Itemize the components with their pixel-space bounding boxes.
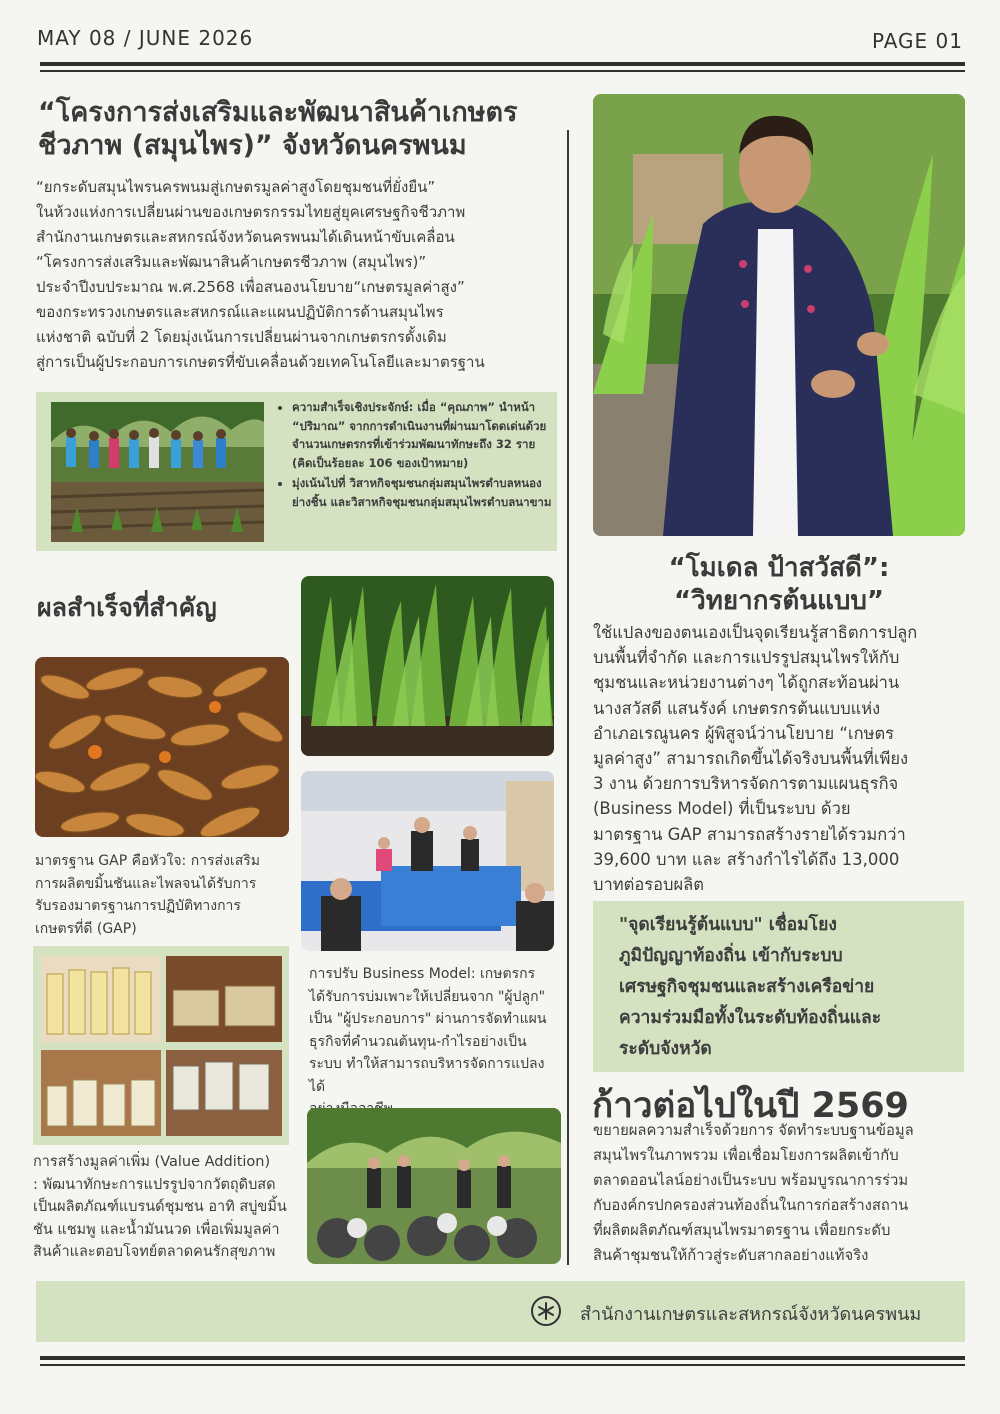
model-line: นางสวัสดี แสนรังค์ เกษตรกรต้นแบบแห่ง <box>593 698 881 718</box>
quote-text <box>619 910 959 1065</box>
model-line: ใช้แปลงของตนเองเป็นจุดเรียนรู้สาธิตการปลูก <box>593 623 918 642</box>
model-line: มาตรฐาน GAP สามารถสร้างรายได้รวมกว่า <box>593 824 906 844</box>
caption-line: ได้รับการบ่มเพาะให้เปลี่ยนจาก "ผู้ปลูก" <box>309 988 546 1005</box>
caption-line: : พัฒนาทักษะการแปรรูปจากวัตถุดิบสด <box>33 1176 276 1193</box>
asterisk-circle-icon <box>530 1295 562 1327</box>
intro-line: แห่งชาติ ฉบับที่ 2 โดยมุ่งเน้นการเปลี่ยนผ่านจากเกษตรกรดั้งเดิม <box>36 328 447 346</box>
caption-line: เป็นผลิตภัณฑ์แบรนด์ชุมชน อาทิ สบู่ขมิ้น <box>33 1199 287 1215</box>
caption-line: มาตรฐาน GAP คือหัวใจ: การส่งเสริม <box>35 853 261 869</box>
model-heading-line-1: “โมเดล ป้าสวัสดี”: <box>668 553 890 583</box>
caption-line: การสร้างมูลค่าเพิ่ม (Value Addition) <box>33 1154 271 1170</box>
products-photo <box>33 946 289 1145</box>
future-line: กับองค์กรปกครองส่วนท้องถิ่นในการก่อสร้างสถาน <box>593 1197 909 1214</box>
article-title <box>38 96 563 162</box>
future-line: สมุนไพรในภาพรวม เพื่อเชื่อมโยงการผลิตเข้ากับ <box>593 1147 899 1164</box>
model-heading <box>593 552 965 618</box>
intro-line: ประจำปีงบประมาณ พ.ศ.2568 เพื่อสนองนโยบาย“เกษตรมูลค่าสูง” <box>36 278 465 296</box>
future-line: ตลาดออนไลน์อย่างเป็นระบบ พร้อมบูรณาการร่วม <box>593 1172 909 1189</box>
gap-caption <box>35 850 295 940</box>
model-line: บนพื้นที่จำกัด และการแปรรูปสมุนไพรให้กับ <box>593 648 900 668</box>
value-caption <box>33 1151 303 1264</box>
future-line: ขยายผลความสำเร็จด้วยการ จัดทำระบบฐานข้อมูล <box>593 1122 914 1139</box>
page-number: PAGE 01 <box>871 29 963 53</box>
top-rule-thin <box>40 70 965 72</box>
highlights-box <box>36 392 557 551</box>
caption-line: การปรับ Business Model: เกษตรกร <box>309 966 536 982</box>
future-line: สินค้าชุมชนให้ก้าวสู่ระดับสากลอย่างแท้จริง <box>593 1247 869 1264</box>
turmeric-photo <box>35 657 289 837</box>
model-body <box>593 620 965 897</box>
farm-group-photo <box>51 402 264 542</box>
business-caption <box>309 963 559 1121</box>
article-title-line-1: “โครงการส่งเสริมและพัฒนาสินค้าเกษตร <box>38 97 518 128</box>
issue-date: MAY 08 / JUNE 2026 <box>37 26 254 50</box>
intro-line: สำนักงานเกษตรและสหกรณ์จังหวัดนครพนมได้เดินหน้าขับเคลื่อน <box>36 228 455 246</box>
highlight-item: • ความสำเร็จเชิงประจักษ์: เมื่อ “คุณภาพ” นำหน้า “ปริมาณ” จากการดำเนินงานที่ผ่านมาโดดเด่นด้วยจำนวนเกษตรกรที่เข้าร่วมพัฒนาทักษะถึง 32 ราย (คิดเป็นร้อยละ 106 ของเป้าหมาย) <box>292 398 554 472</box>
top-rule <box>40 62 965 66</box>
intro-line: “ยกระดับสมุนไพรนครพนมสู่เกษตรมูลค่าสูงโดยชุมชนที่ยั่งยืน” <box>36 178 436 196</box>
quote-line: ความร่วมมือทั้งในระดับท้องถิ่นและ <box>619 1008 882 1028</box>
quote-line: ระดับจังหวัด <box>619 1039 712 1059</box>
model-line: (Business Model) ที่เป็นระบบ ด้วย <box>593 799 851 819</box>
caption-line: การผลิตขมิ้นชันและไพลจนได้รับการ <box>35 875 257 892</box>
caption-line: เป็น "ผู้ประกอบการ" ผ่านการจัดทำแผน <box>309 1011 547 1027</box>
model-heading-line-2: “วิทยากรต้นแบบ” <box>674 586 884 616</box>
meeting-photo <box>301 771 554 951</box>
intro-line: สู่การเป็นผู้ประกอบการเกษตรที่ขับเคลื่อนด้วยเทคโนโลยีและมาตรฐาน <box>36 353 485 371</box>
footer-organization: สำนักงานเกษตรและสหกรณ์จังหวัดนครพนม <box>580 1304 922 1325</box>
caption-line: เกษตรที่ดี (GAP) <box>35 920 137 937</box>
caption-line: สินค้าและตอบโจทย์ตลาดคนรักสุขภาพ <box>33 1244 276 1260</box>
caption-line: ระบบ ทำให้สามารถบริหารจัดการแปลงได้ <box>309 1056 545 1095</box>
caption-line: รับรองมาตรฐานการปฏิบัติทางการ <box>35 898 241 914</box>
farmer-portrait-photo <box>593 94 965 536</box>
achievements-heading: ผลสำเร็จที่สำคัญ <box>37 593 217 622</box>
bottom-rule-thin <box>40 1364 965 1366</box>
model-line: บาทต่อรอบผลิต <box>593 875 704 895</box>
intro-line: ในห้วงแห่งการเปลี่ยนผ่านของเกษตรกรรมไทยสู่ยุคเศรษฐกิจชีวภาพ <box>36 203 466 221</box>
future-body <box>593 1118 965 1268</box>
column-divider <box>567 130 569 1265</box>
bottom-rule <box>40 1356 965 1360</box>
quote-line: "จุดเรียนรู้ต้นแบบ" เชื่อมโยง <box>619 915 837 935</box>
model-line: ชุมชนและหน่วยงานต่างๆ ได้ถูกสะท้อนผ่าน <box>593 673 900 693</box>
model-line: 3 งาน ด้วยการบริหารจัดการตามแผนธุรกิจ <box>593 774 899 794</box>
model-line: อำเภอเรณูนคร ผู้พิสูจน์ว่านโยบาย “เกษตร <box>593 723 895 743</box>
model-line: 39,600 บาท และ สร้างกำไรได้ถึง 13,000 <box>593 849 900 869</box>
article-intro <box>36 175 566 375</box>
highlights-list <box>278 398 554 513</box>
future-heading: ก้าวต่อไปในปี 2569 <box>592 1086 909 1126</box>
future-line: ที่ผลิตผลิตภัณฑ์สมุนไพรมาตรฐาน เพื่อยกระดับ <box>593 1222 891 1239</box>
quote-line: ภูมิปัญญาท้องถิ่น เข้ากับระบบ <box>619 946 843 966</box>
footer-bar <box>36 1281 965 1342</box>
highlight-item: • มุ่งเน้นไปที่ วิสาหกิจชุมชนกลุ่มสมุนไพรตำบลหนองย่างชิ้น และวิสาหกิจชุมชนกลุ่มสมุนไพรตำบลนาขาม <box>292 474 554 511</box>
herb-plants-photo <box>301 576 554 756</box>
caption-line: ธุรกิจที่คำนวณต้นทุน-กำไรอย่างเป็น <box>309 1033 527 1050</box>
products-collage <box>33 946 289 1145</box>
intro-line: “โครงการส่งเสริมและพัฒนาสินค้าเกษตรชีวภาพ (สมุนไพร)” <box>36 253 427 271</box>
learning-center-quote-box <box>593 901 964 1072</box>
article-title-line-2: ชีวภาพ (สมุนไพร)” จังหวัดนครพนม <box>38 130 467 161</box>
intro-line: ของกระทรวงเกษตรและสหกรณ์และแผนปฏิบัติการด้านสมุนไพร <box>36 303 444 321</box>
caption-line: ชัน แชมพู และน้ำมันนวด เพื่อเพิ่มมูลค่า <box>33 1221 280 1238</box>
quote-line: เศรษฐกิจชุมชนและสร้างเครือข่าย <box>619 977 875 997</box>
outdoor-gathering-photo <box>307 1108 561 1264</box>
model-line: มูลค่าสูง” สามารถเกิดขึ้นได้จริงบนพื้นที่เพียง <box>593 749 909 769</box>
